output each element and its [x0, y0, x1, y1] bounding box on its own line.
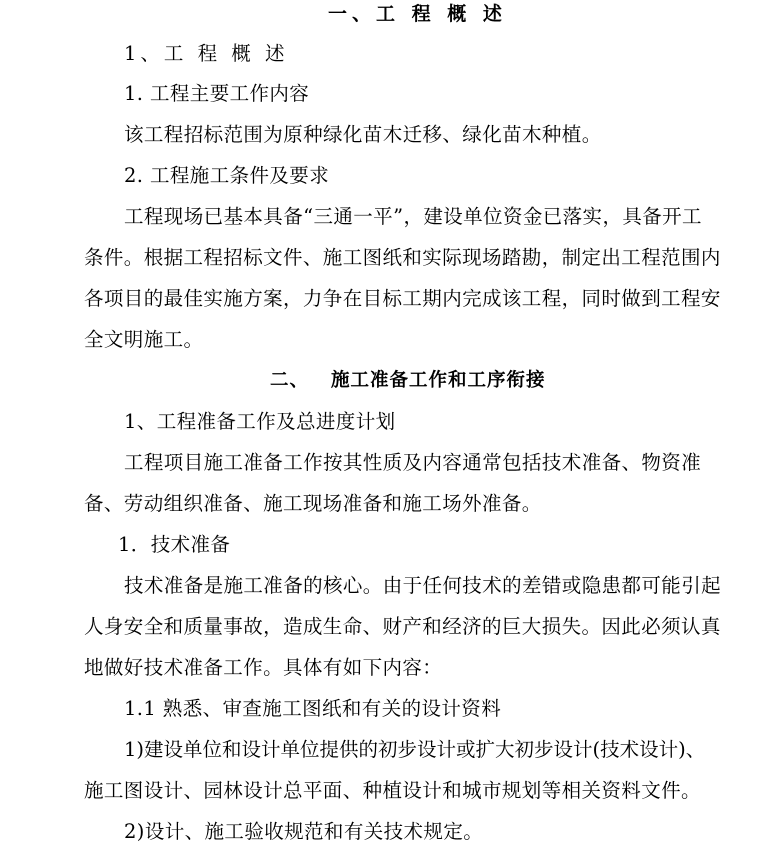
section1-sub-heading: 1、工 程 概 述 [124, 42, 289, 65]
paragraph-line: 条件。根据工程招标文件、施工图纸和实际现场踏勘，制定出工程范围内 [84, 246, 721, 269]
paragraph-line: 工程现场已基本具备“三通一平”，建设单位资金已落实，具备开工 [124, 205, 702, 228]
item11-line: 1)建设单位和设计单位提供的初步设计或扩大初步设计(技术设计)、 [124, 738, 706, 761]
item2-title: 2. 工程施工条件及要求 [124, 164, 330, 187]
item2-text: 2)设计、施工验收规范和有关技术规定。 [124, 820, 484, 843]
tech-title: 1．技术准备 [118, 533, 231, 556]
intro-line: 备、劳动组织准备、施工现场准备和施工场外准备。 [84, 492, 542, 515]
item11-title: 1.1 熟悉、审查施工图纸和有关的设计资料 [124, 697, 502, 720]
tech-line: 人身安全和质量事故，造成生命、财产和经济的巨大损失。因此必须认真 [84, 615, 721, 638]
intro-line: 工程项目施工准备工作按其性质及内容通常包括技术准备、物资准 [124, 451, 702, 474]
section2-heading-number: 二、 [270, 370, 310, 391]
paragraph-line: 全文明施工。 [84, 328, 204, 351]
tech-line: 地做好技术准备工作。具体有如下内容： [84, 656, 443, 679]
section2-heading [270, 368, 546, 394]
tech-line: 技术准备是施工准备的核心。由于任何技术的差错或隐患都可能引起 [124, 574, 722, 597]
item1-title: 1. 工程主要工作内容 [124, 82, 310, 105]
paragraph-line: 各项目的最佳实施方案，力争在目标工期内完成该工程，同时做到工程安 [84, 287, 721, 310]
section2-sub-heading: 1、工程准备工作及总进度计划 [124, 410, 396, 433]
section2-heading-text: 施工准备工作和工序衔接 [331, 370, 546, 391]
item1-text: 该工程招标范围为原种绿化苗木迁移、绿化苗木种植。 [124, 123, 602, 146]
item11-line: 施工图设计、园林设计总平面、种植设计和城市规划等相关资料文件。 [84, 779, 701, 802]
section1-heading: 一、工 程 概 述 [328, 3, 507, 25]
